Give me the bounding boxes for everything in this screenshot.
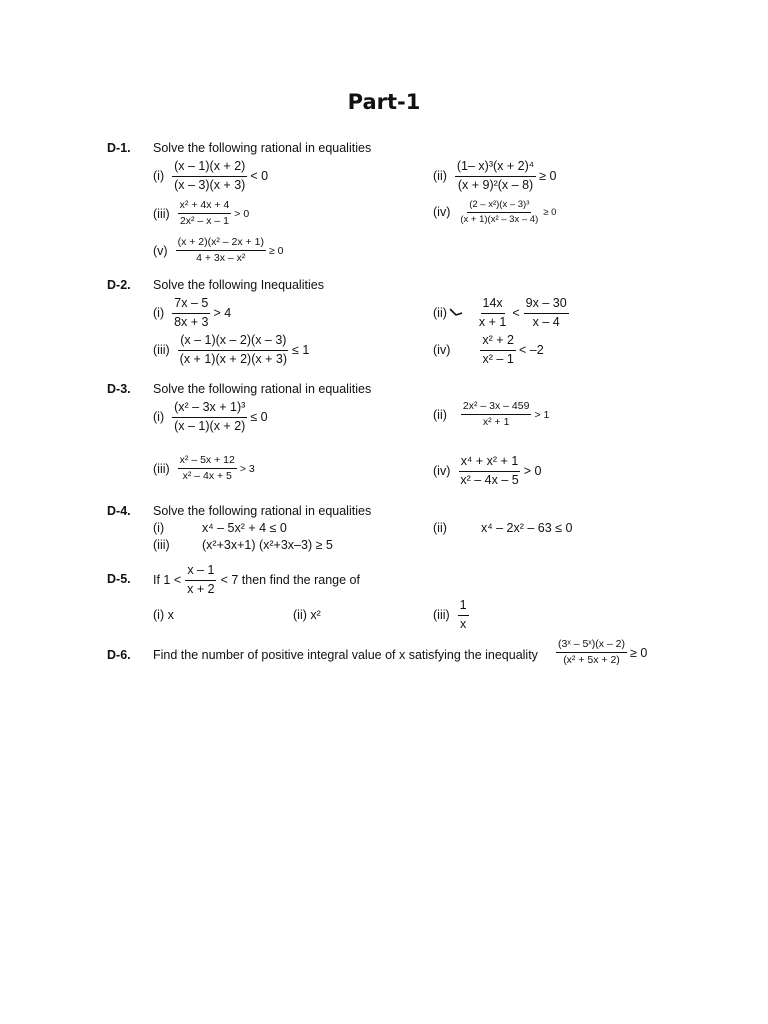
d6-label: D-6.	[107, 648, 131, 662]
item-number: (iv)	[433, 464, 451, 479]
fraction	[172, 159, 247, 193]
denominator: x² + 1	[482, 416, 510, 429]
d5-item-iii	[433, 598, 469, 632]
d4-item-iii-number: (iii)	[153, 538, 170, 552]
d5-label: D-5.	[107, 572, 131, 586]
denominator: 4 + 3x – x²	[196, 252, 246, 265]
item-number: (iii)	[153, 206, 170, 221]
numerator: (x² – 3x + 1)³	[172, 400, 247, 418]
d1-item-iv	[433, 199, 556, 226]
d1-item-v	[153, 236, 283, 265]
fraction	[178, 333, 289, 367]
item-number: (iii)	[153, 343, 170, 358]
denominator: (x + 9)²(x – 8)	[457, 177, 534, 192]
numerator: (2 – x²)(x – 3)³	[467, 199, 531, 213]
fraction	[176, 236, 266, 265]
relation: > 1	[534, 408, 550, 421]
relation: > 3	[239, 462, 255, 475]
fraction	[178, 199, 232, 228]
relation: < 0	[250, 169, 269, 184]
fraction	[458, 598, 469, 632]
numerator: (1– x)³(x + 2)⁴	[455, 159, 536, 177]
d3-item-ii	[433, 400, 549, 429]
denominator: (x + 1)(x + 2)(x + 3)	[179, 351, 287, 366]
item-number: (i)	[153, 306, 165, 321]
d3-label: D-3.	[107, 382, 131, 396]
relation: ≤ 1	[292, 343, 310, 358]
denominator: x + 2	[187, 581, 215, 596]
d1-item-iii	[153, 199, 249, 228]
numerator: 14x	[481, 296, 505, 314]
numerator: (x – 1)(x + 2)	[172, 159, 247, 177]
denominator: x	[460, 616, 467, 631]
d4-item-ii-expr: x⁴ – 2x² – 63 ≤ 0	[481, 521, 573, 535]
d1-item-i	[153, 159, 268, 193]
fraction	[477, 296, 508, 330]
d4-label: D-4.	[107, 504, 131, 518]
fraction	[172, 400, 247, 434]
fraction	[455, 159, 536, 193]
denominator: (x – 3)(x + 3)	[174, 177, 246, 192]
denominator: (x + 1)(x² – 3x – 4)	[460, 213, 539, 225]
item-number: (ii)	[433, 169, 447, 184]
fraction	[185, 563, 216, 597]
fraction	[178, 454, 237, 483]
d1-text: Solve the following rational in equalities	[153, 141, 372, 155]
denominator: x – 4	[532, 314, 560, 329]
numerator: x² + 4x + 4	[178, 199, 232, 214]
d2-text: Solve the following Inequalities	[153, 278, 324, 292]
d4-text: Solve the following rational in equalities	[153, 504, 372, 518]
numerator: 1	[458, 598, 469, 616]
relation: ≥ 0	[539, 169, 557, 184]
relation: ≥ 0	[630, 645, 648, 660]
d3-item-iii	[153, 454, 255, 483]
item-number: (ii)	[433, 306, 447, 321]
fraction	[556, 638, 627, 667]
item-number: (i)	[153, 169, 165, 184]
item-number: (iii)	[153, 461, 170, 476]
d6-expression	[556, 638, 647, 667]
relation: ≤ 0	[250, 410, 268, 425]
relation: ≥ 0	[268, 244, 284, 257]
relation: <	[512, 306, 520, 321]
numerator: x² + 2	[480, 333, 516, 351]
item-number: (iv)	[433, 205, 451, 220]
numerator: 7x – 5	[172, 296, 210, 314]
denominator: x + 1	[478, 314, 507, 329]
d6-text: Find the number of positive integral value of x satisfying the inequality	[153, 648, 538, 662]
item-number: (iii)	[433, 608, 450, 623]
d5-item-ii: (ii) x²	[293, 608, 321, 622]
d1-item-ii	[433, 159, 556, 193]
numerator: x – 1	[185, 563, 216, 581]
d5-item-i: (i) x	[153, 608, 174, 622]
d2-item-i	[153, 296, 231, 330]
denominator: (x – 1)(x + 2)	[174, 418, 246, 433]
relation: < –2	[518, 343, 544, 358]
d2-item-ii	[433, 296, 569, 330]
numerator: (x – 1)(x – 2)(x – 3)	[178, 333, 288, 351]
numerator: (3ˣ – 5ˣ)(x – 2)	[556, 638, 627, 653]
fraction	[461, 400, 532, 429]
fraction	[524, 296, 569, 330]
item-number: (v)	[153, 243, 168, 258]
d3-item-iv	[433, 454, 541, 488]
d3-text: Solve the following rational in equalities	[153, 382, 372, 396]
d4-item-i-number: (i)	[153, 521, 165, 535]
numerator: 2x² – 3x – 459	[461, 400, 532, 415]
pen-mark-icon	[449, 306, 463, 320]
denominator: x² – 4x – 5	[460, 472, 519, 487]
item-number: (i)	[153, 410, 165, 425]
d4-item-ii-number: (ii)	[433, 521, 447, 535]
d5-text	[153, 563, 360, 597]
relation: > 0	[234, 207, 250, 220]
numerator: x² – 5x + 12	[178, 454, 237, 469]
denominator: x² – 1	[482, 351, 514, 366]
page-title: Part-1	[347, 90, 421, 114]
relation: > 0	[523, 464, 542, 479]
relation: > 4	[213, 306, 232, 321]
relation: ≥ 0	[543, 206, 557, 218]
d2-label: D-2.	[107, 278, 131, 292]
d5-pre: If 1 <	[153, 573, 182, 588]
d4-item-iii-expr: (x²+3x+1) (x²+3x–3) ≥ 5	[202, 538, 333, 552]
item-number: (iv)	[433, 343, 451, 358]
fraction	[458, 199, 540, 226]
numerator: x⁴ + x² + 1	[459, 454, 520, 472]
d5-post: < 7 then find the range of	[220, 573, 360, 588]
d2-item-iii	[153, 333, 309, 367]
denominator: 2x² – x – 1	[179, 215, 229, 228]
numerator: (x + 2)(x² – 2x + 1)	[176, 236, 266, 251]
d1-label: D-1.	[107, 141, 131, 155]
denominator: x² – 4x + 5	[182, 470, 232, 483]
d2-item-iv	[433, 333, 544, 367]
item-number: (ii)	[433, 407, 447, 422]
fraction	[458, 454, 520, 488]
denominator: (x² + 5x + 2)	[563, 654, 620, 667]
d4-item-i-expr: x⁴ – 5x² + 4 ≤ 0	[202, 521, 287, 535]
d3-item-i	[153, 400, 268, 434]
denominator: 8x + 3	[174, 314, 209, 329]
fraction	[172, 296, 210, 330]
fraction	[480, 333, 516, 367]
numerator: 9x – 30	[524, 296, 569, 314]
